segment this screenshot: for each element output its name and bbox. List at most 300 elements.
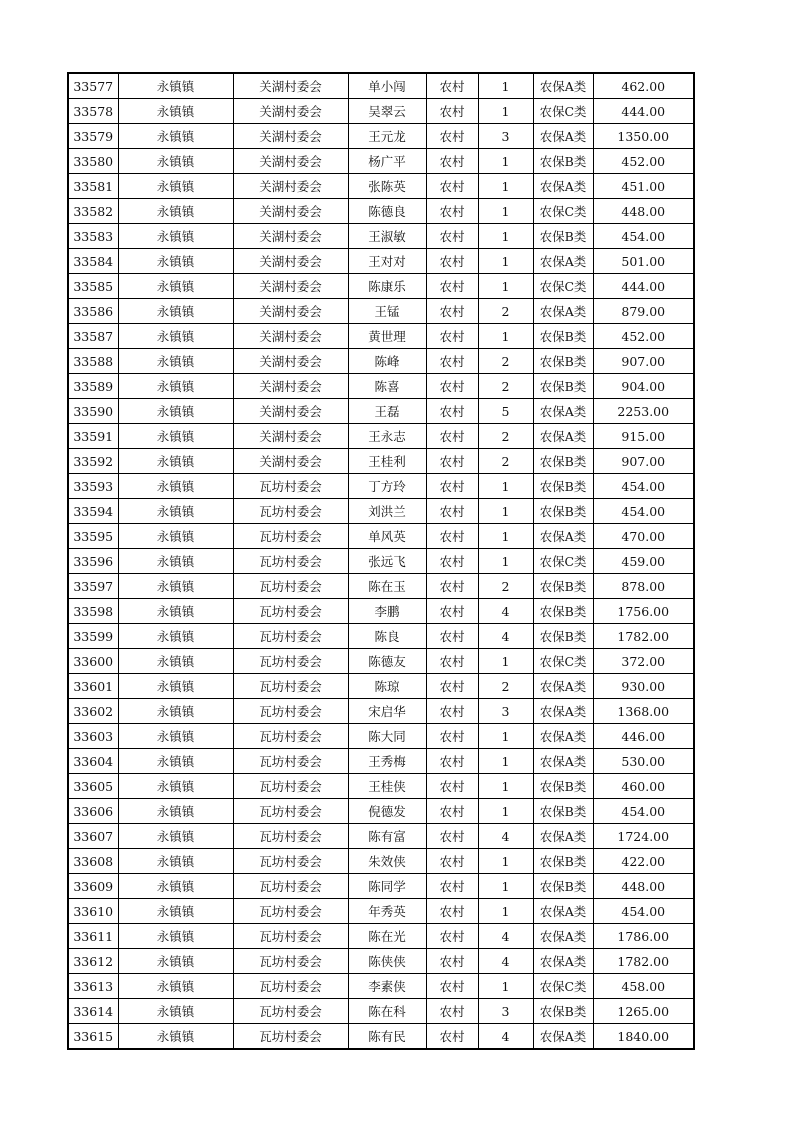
insurance-category-cell: 农保B类 [533, 449, 593, 474]
town-cell: 永镇镇 [118, 824, 233, 849]
insurance-category-cell: 农保B类 [533, 499, 593, 524]
amount-cell: 452.00 [593, 324, 694, 349]
table-row [68, 774, 694, 799]
insurance-category-cell: 农保B类 [533, 149, 593, 174]
table-row [68, 999, 694, 1024]
name-cell: 单风英 [348, 524, 426, 549]
household-type-cell: 农村 [426, 449, 478, 474]
member-count-cell: 1 [478, 874, 533, 899]
name-cell: 陈康乐 [348, 274, 426, 299]
amount-cell: 530.00 [593, 749, 694, 774]
household-type-cell: 农村 [426, 699, 478, 724]
name-cell: 王磊 [348, 399, 426, 424]
member-count-cell: 1 [478, 199, 533, 224]
town-cell: 永镇镇 [118, 199, 233, 224]
table-row [68, 874, 694, 899]
name-cell: 王淑敏 [348, 224, 426, 249]
town-cell: 永镇镇 [118, 174, 233, 199]
household-type-cell: 农村 [426, 199, 478, 224]
member-count-cell: 4 [478, 949, 533, 974]
village-committee-cell: 瓦坊村委会 [233, 499, 348, 524]
village-committee-cell: 关湖村委会 [233, 99, 348, 124]
record-id-cell: 33596 [68, 549, 118, 574]
village-committee-cell: 瓦坊村委会 [233, 674, 348, 699]
record-id-cell: 33611 [68, 924, 118, 949]
household-type-cell: 农村 [426, 349, 478, 374]
member-count-cell: 4 [478, 624, 533, 649]
member-count-cell: 4 [478, 924, 533, 949]
village-committee-cell: 瓦坊村委会 [233, 874, 348, 899]
name-cell: 陈大同 [348, 724, 426, 749]
insurance-category-cell: 农保A类 [533, 674, 593, 699]
town-cell: 永镇镇 [118, 999, 233, 1024]
member-count-cell: 2 [478, 374, 533, 399]
town-cell: 永镇镇 [118, 449, 233, 474]
name-cell: 丁方玲 [348, 474, 426, 499]
record-id-cell: 33578 [68, 99, 118, 124]
household-type-cell: 农村 [426, 949, 478, 974]
record-id-cell: 33595 [68, 524, 118, 549]
insurance-category-cell: 农保A类 [533, 749, 593, 774]
amount-cell: 422.00 [593, 849, 694, 874]
record-id-cell: 33599 [68, 624, 118, 649]
table-row [68, 824, 694, 849]
table-row [68, 174, 694, 199]
household-type-cell: 农村 [426, 524, 478, 549]
record-id-cell: 33600 [68, 649, 118, 674]
village-committee-cell: 关湖村委会 [233, 424, 348, 449]
amount-cell: 454.00 [593, 474, 694, 499]
insurance-category-cell: 农保B类 [533, 874, 593, 899]
household-type-cell: 农村 [426, 274, 478, 299]
village-committee-cell: 瓦坊村委会 [233, 1024, 348, 1050]
insurance-category-cell: 农保A类 [533, 924, 593, 949]
household-type-cell: 农村 [426, 974, 478, 999]
town-cell: 永镇镇 [118, 149, 233, 174]
amount-cell: 451.00 [593, 174, 694, 199]
town-cell: 永镇镇 [118, 99, 233, 124]
record-id-cell: 33603 [68, 724, 118, 749]
table-row [68, 99, 694, 124]
amount-cell: 1782.00 [593, 624, 694, 649]
table-row [68, 374, 694, 399]
name-cell: 刘洪兰 [348, 499, 426, 524]
insurance-category-cell: 农保C类 [533, 974, 593, 999]
record-id-cell: 33589 [68, 374, 118, 399]
insurance-category-cell: 农保A类 [533, 249, 593, 274]
name-cell: 黄世理 [348, 324, 426, 349]
table-row [68, 474, 694, 499]
benefit-table [67, 72, 695, 1050]
village-committee-cell: 瓦坊村委会 [233, 924, 348, 949]
member-count-cell: 1 [478, 799, 533, 824]
village-committee-cell: 瓦坊村委会 [233, 574, 348, 599]
table-body [68, 73, 694, 1049]
name-cell: 陈良 [348, 624, 426, 649]
town-cell: 永镇镇 [118, 949, 233, 974]
member-count-cell: 1 [478, 174, 533, 199]
table-row [68, 274, 694, 299]
town-cell: 永镇镇 [118, 574, 233, 599]
town-cell: 永镇镇 [118, 674, 233, 699]
member-count-cell: 2 [478, 424, 533, 449]
name-cell: 陈有民 [348, 1024, 426, 1050]
village-committee-cell: 关湖村委会 [233, 299, 348, 324]
household-type-cell: 农村 [426, 724, 478, 749]
village-committee-cell: 瓦坊村委会 [233, 524, 348, 549]
household-type-cell: 农村 [426, 849, 478, 874]
table-row [68, 199, 694, 224]
town-cell: 永镇镇 [118, 399, 233, 424]
record-id-cell: 33586 [68, 299, 118, 324]
village-committee-cell: 瓦坊村委会 [233, 974, 348, 999]
insurance-category-cell: 农保A类 [533, 174, 593, 199]
insurance-category-cell: 农保B类 [533, 349, 593, 374]
town-cell: 永镇镇 [118, 874, 233, 899]
table-row [68, 724, 694, 749]
household-type-cell: 农村 [426, 73, 478, 99]
town-cell: 永镇镇 [118, 599, 233, 624]
insurance-category-cell: 农保C类 [533, 549, 593, 574]
amount-cell: 907.00 [593, 349, 694, 374]
insurance-category-cell: 农保A类 [533, 124, 593, 149]
name-cell: 陈德友 [348, 649, 426, 674]
table-row [68, 224, 694, 249]
town-cell: 永镇镇 [118, 524, 233, 549]
insurance-category-cell: 农保B类 [533, 599, 593, 624]
household-type-cell: 农村 [426, 374, 478, 399]
member-count-cell: 4 [478, 599, 533, 624]
household-type-cell: 农村 [426, 499, 478, 524]
amount-cell: 452.00 [593, 149, 694, 174]
insurance-category-cell: 农保B类 [533, 324, 593, 349]
amount-cell: 879.00 [593, 299, 694, 324]
name-cell: 王锰 [348, 299, 426, 324]
town-cell: 永镇镇 [118, 624, 233, 649]
amount-cell: 444.00 [593, 274, 694, 299]
member-count-cell: 4 [478, 1024, 533, 1050]
amount-cell: 458.00 [593, 974, 694, 999]
household-type-cell: 农村 [426, 249, 478, 274]
member-count-cell: 1 [478, 499, 533, 524]
village-committee-cell: 关湖村委会 [233, 274, 348, 299]
amount-cell: 448.00 [593, 199, 694, 224]
record-id-cell: 33587 [68, 324, 118, 349]
insurance-category-cell: 农保A类 [533, 824, 593, 849]
village-committee-cell: 瓦坊村委会 [233, 724, 348, 749]
member-count-cell: 1 [478, 474, 533, 499]
village-committee-cell: 瓦坊村委会 [233, 899, 348, 924]
table-row [68, 574, 694, 599]
name-cell: 陈德良 [348, 199, 426, 224]
record-id-cell: 33607 [68, 824, 118, 849]
insurance-category-cell: 农保A类 [533, 424, 593, 449]
insurance-category-cell: 农保A类 [533, 399, 593, 424]
insurance-category-cell: 农保C类 [533, 99, 593, 124]
member-count-cell: 1 [478, 99, 533, 124]
village-committee-cell: 关湖村委会 [233, 324, 348, 349]
table-row [68, 899, 694, 924]
member-count-cell: 1 [478, 649, 533, 674]
insurance-category-cell: 农保A类 [533, 1024, 593, 1050]
name-cell: 张远飞 [348, 549, 426, 574]
amount-cell: 1786.00 [593, 924, 694, 949]
household-type-cell: 农村 [426, 149, 478, 174]
record-id-cell: 33593 [68, 474, 118, 499]
table-row [68, 649, 694, 674]
name-cell: 年秀英 [348, 899, 426, 924]
record-id-cell: 33580 [68, 149, 118, 174]
household-type-cell: 农村 [426, 424, 478, 449]
insurance-category-cell: 农保A类 [533, 524, 593, 549]
amount-cell: 907.00 [593, 449, 694, 474]
table-row [68, 749, 694, 774]
household-type-cell: 农村 [426, 474, 478, 499]
village-committee-cell: 瓦坊村委会 [233, 774, 348, 799]
member-count-cell: 5 [478, 399, 533, 424]
town-cell: 永镇镇 [118, 849, 233, 874]
record-id-cell: 33585 [68, 274, 118, 299]
household-type-cell: 农村 [426, 649, 478, 674]
village-committee-cell: 关湖村委会 [233, 199, 348, 224]
member-count-cell: 1 [478, 524, 533, 549]
record-id-cell: 33604 [68, 749, 118, 774]
name-cell: 吴翠云 [348, 99, 426, 124]
amount-cell: 915.00 [593, 424, 694, 449]
town-cell: 永镇镇 [118, 324, 233, 349]
village-committee-cell: 关湖村委会 [233, 149, 348, 174]
amount-cell: 2253.00 [593, 399, 694, 424]
member-count-cell: 1 [478, 224, 533, 249]
household-type-cell: 农村 [426, 899, 478, 924]
insurance-category-cell: 农保B类 [533, 849, 593, 874]
table-row [68, 699, 694, 724]
household-type-cell: 农村 [426, 924, 478, 949]
member-count-cell: 1 [478, 249, 533, 274]
amount-cell: 1350.00 [593, 124, 694, 149]
record-id-cell: 33590 [68, 399, 118, 424]
town-cell: 永镇镇 [118, 349, 233, 374]
amount-cell: 448.00 [593, 874, 694, 899]
household-type-cell: 农村 [426, 774, 478, 799]
village-committee-cell: 瓦坊村委会 [233, 824, 348, 849]
town-cell: 永镇镇 [118, 499, 233, 524]
household-type-cell: 农村 [426, 399, 478, 424]
table-row [68, 799, 694, 824]
record-id-cell: 33577 [68, 73, 118, 99]
member-count-cell: 1 [478, 274, 533, 299]
town-cell: 永镇镇 [118, 73, 233, 99]
amount-cell: 470.00 [593, 524, 694, 549]
table-row [68, 549, 694, 574]
town-cell: 永镇镇 [118, 124, 233, 149]
name-cell: 朱效侠 [348, 849, 426, 874]
amount-cell: 1368.00 [593, 699, 694, 724]
amount-cell: 454.00 [593, 899, 694, 924]
member-count-cell: 2 [478, 299, 533, 324]
member-count-cell: 1 [478, 749, 533, 774]
name-cell: 陈在科 [348, 999, 426, 1024]
table-row [68, 73, 694, 99]
household-type-cell: 农村 [426, 824, 478, 849]
insurance-category-cell: 农保A类 [533, 949, 593, 974]
record-id-cell: 33612 [68, 949, 118, 974]
record-id-cell: 33591 [68, 424, 118, 449]
village-committee-cell: 关湖村委会 [233, 374, 348, 399]
household-type-cell: 农村 [426, 624, 478, 649]
record-id-cell: 33610 [68, 899, 118, 924]
table-row [68, 1024, 694, 1050]
town-cell: 永镇镇 [118, 924, 233, 949]
member-count-cell: 4 [478, 824, 533, 849]
record-id-cell: 33584 [68, 249, 118, 274]
household-type-cell: 农村 [426, 124, 478, 149]
table-row [68, 924, 694, 949]
table-row [68, 624, 694, 649]
amount-cell: 1265.00 [593, 999, 694, 1024]
member-count-cell: 1 [478, 724, 533, 749]
table-row [68, 349, 694, 374]
table-row [68, 424, 694, 449]
table-row [68, 249, 694, 274]
insurance-category-cell: 农保C类 [533, 274, 593, 299]
table-row [68, 149, 694, 174]
member-count-cell: 1 [478, 774, 533, 799]
insurance-category-cell: 农保B类 [533, 574, 593, 599]
name-cell: 王永志 [348, 424, 426, 449]
amount-cell: 1782.00 [593, 949, 694, 974]
village-committee-cell: 关湖村委会 [233, 249, 348, 274]
member-count-cell: 1 [478, 324, 533, 349]
village-committee-cell: 瓦坊村委会 [233, 649, 348, 674]
village-committee-cell: 瓦坊村委会 [233, 624, 348, 649]
town-cell: 永镇镇 [118, 799, 233, 824]
village-committee-cell: 瓦坊村委会 [233, 699, 348, 724]
insurance-category-cell: 农保A类 [533, 73, 593, 99]
village-committee-cell: 瓦坊村委会 [233, 599, 348, 624]
town-cell: 永镇镇 [118, 649, 233, 674]
amount-cell: 454.00 [593, 499, 694, 524]
table-row [68, 849, 694, 874]
household-type-cell: 农村 [426, 1024, 478, 1050]
insurance-category-cell: 农保C类 [533, 199, 593, 224]
table-row [68, 449, 694, 474]
record-id-cell: 33602 [68, 699, 118, 724]
name-cell: 陈有富 [348, 824, 426, 849]
insurance-category-cell: 农保B类 [533, 999, 593, 1024]
amount-cell: 1724.00 [593, 824, 694, 849]
village-committee-cell: 瓦坊村委会 [233, 549, 348, 574]
member-count-cell: 3 [478, 699, 533, 724]
table-row [68, 674, 694, 699]
amount-cell: 454.00 [593, 224, 694, 249]
member-count-cell: 2 [478, 449, 533, 474]
amount-cell: 930.00 [593, 674, 694, 699]
insurance-category-cell: 农保B类 [533, 224, 593, 249]
insurance-category-cell: 农保A类 [533, 724, 593, 749]
household-type-cell: 农村 [426, 224, 478, 249]
town-cell: 永镇镇 [118, 374, 233, 399]
household-type-cell: 农村 [426, 574, 478, 599]
name-cell: 王桂侠 [348, 774, 426, 799]
name-cell: 李鹏 [348, 599, 426, 624]
household-type-cell: 农村 [426, 299, 478, 324]
name-cell: 杨广平 [348, 149, 426, 174]
member-count-cell: 1 [478, 73, 533, 99]
table-row [68, 949, 694, 974]
town-cell: 永镇镇 [118, 774, 233, 799]
village-committee-cell: 关湖村委会 [233, 124, 348, 149]
member-count-cell: 2 [478, 674, 533, 699]
household-type-cell: 农村 [426, 749, 478, 774]
record-id-cell: 33601 [68, 674, 118, 699]
town-cell: 永镇镇 [118, 249, 233, 274]
table-row [68, 399, 694, 424]
village-committee-cell: 关湖村委会 [233, 174, 348, 199]
name-cell: 单小闯 [348, 73, 426, 99]
record-id-cell: 33592 [68, 449, 118, 474]
household-type-cell: 农村 [426, 99, 478, 124]
name-cell: 陈琼 [348, 674, 426, 699]
name-cell: 张陈英 [348, 174, 426, 199]
village-committee-cell: 瓦坊村委会 [233, 749, 348, 774]
record-id-cell: 33598 [68, 599, 118, 624]
record-id-cell: 33615 [68, 1024, 118, 1050]
insurance-category-cell: 农保A类 [533, 299, 593, 324]
insurance-category-cell: 农保A类 [533, 899, 593, 924]
name-cell: 王元龙 [348, 124, 426, 149]
name-cell: 倪德发 [348, 799, 426, 824]
town-cell: 永镇镇 [118, 1024, 233, 1050]
name-cell: 陈侠侠 [348, 949, 426, 974]
insurance-category-cell: 农保B类 [533, 474, 593, 499]
village-committee-cell: 瓦坊村委会 [233, 999, 348, 1024]
amount-cell: 459.00 [593, 549, 694, 574]
insurance-category-cell: 农保B类 [533, 774, 593, 799]
insurance-category-cell: 农保B类 [533, 624, 593, 649]
village-committee-cell: 关湖村委会 [233, 399, 348, 424]
amount-cell: 444.00 [593, 99, 694, 124]
town-cell: 永镇镇 [118, 549, 233, 574]
village-committee-cell: 关湖村委会 [233, 349, 348, 374]
household-type-cell: 农村 [426, 874, 478, 899]
amount-cell: 1840.00 [593, 1024, 694, 1050]
town-cell: 永镇镇 [118, 974, 233, 999]
table-row [68, 499, 694, 524]
name-cell: 陈在光 [348, 924, 426, 949]
household-type-cell: 农村 [426, 999, 478, 1024]
record-id-cell: 33609 [68, 874, 118, 899]
record-id-cell: 33597 [68, 574, 118, 599]
village-committee-cell: 瓦坊村委会 [233, 949, 348, 974]
member-count-cell: 1 [478, 899, 533, 924]
town-cell: 永镇镇 [118, 424, 233, 449]
record-id-cell: 33581 [68, 174, 118, 199]
table-row [68, 974, 694, 999]
insurance-category-cell: 农保C类 [533, 649, 593, 674]
member-count-cell: 1 [478, 549, 533, 574]
name-cell: 王秀梅 [348, 749, 426, 774]
record-id-cell: 33594 [68, 499, 118, 524]
town-cell: 永镇镇 [118, 699, 233, 724]
amount-cell: 878.00 [593, 574, 694, 599]
town-cell: 永镇镇 [118, 274, 233, 299]
village-committee-cell: 瓦坊村委会 [233, 849, 348, 874]
record-id-cell: 33579 [68, 124, 118, 149]
amount-cell: 460.00 [593, 774, 694, 799]
member-count-cell: 1 [478, 974, 533, 999]
table-row [68, 599, 694, 624]
